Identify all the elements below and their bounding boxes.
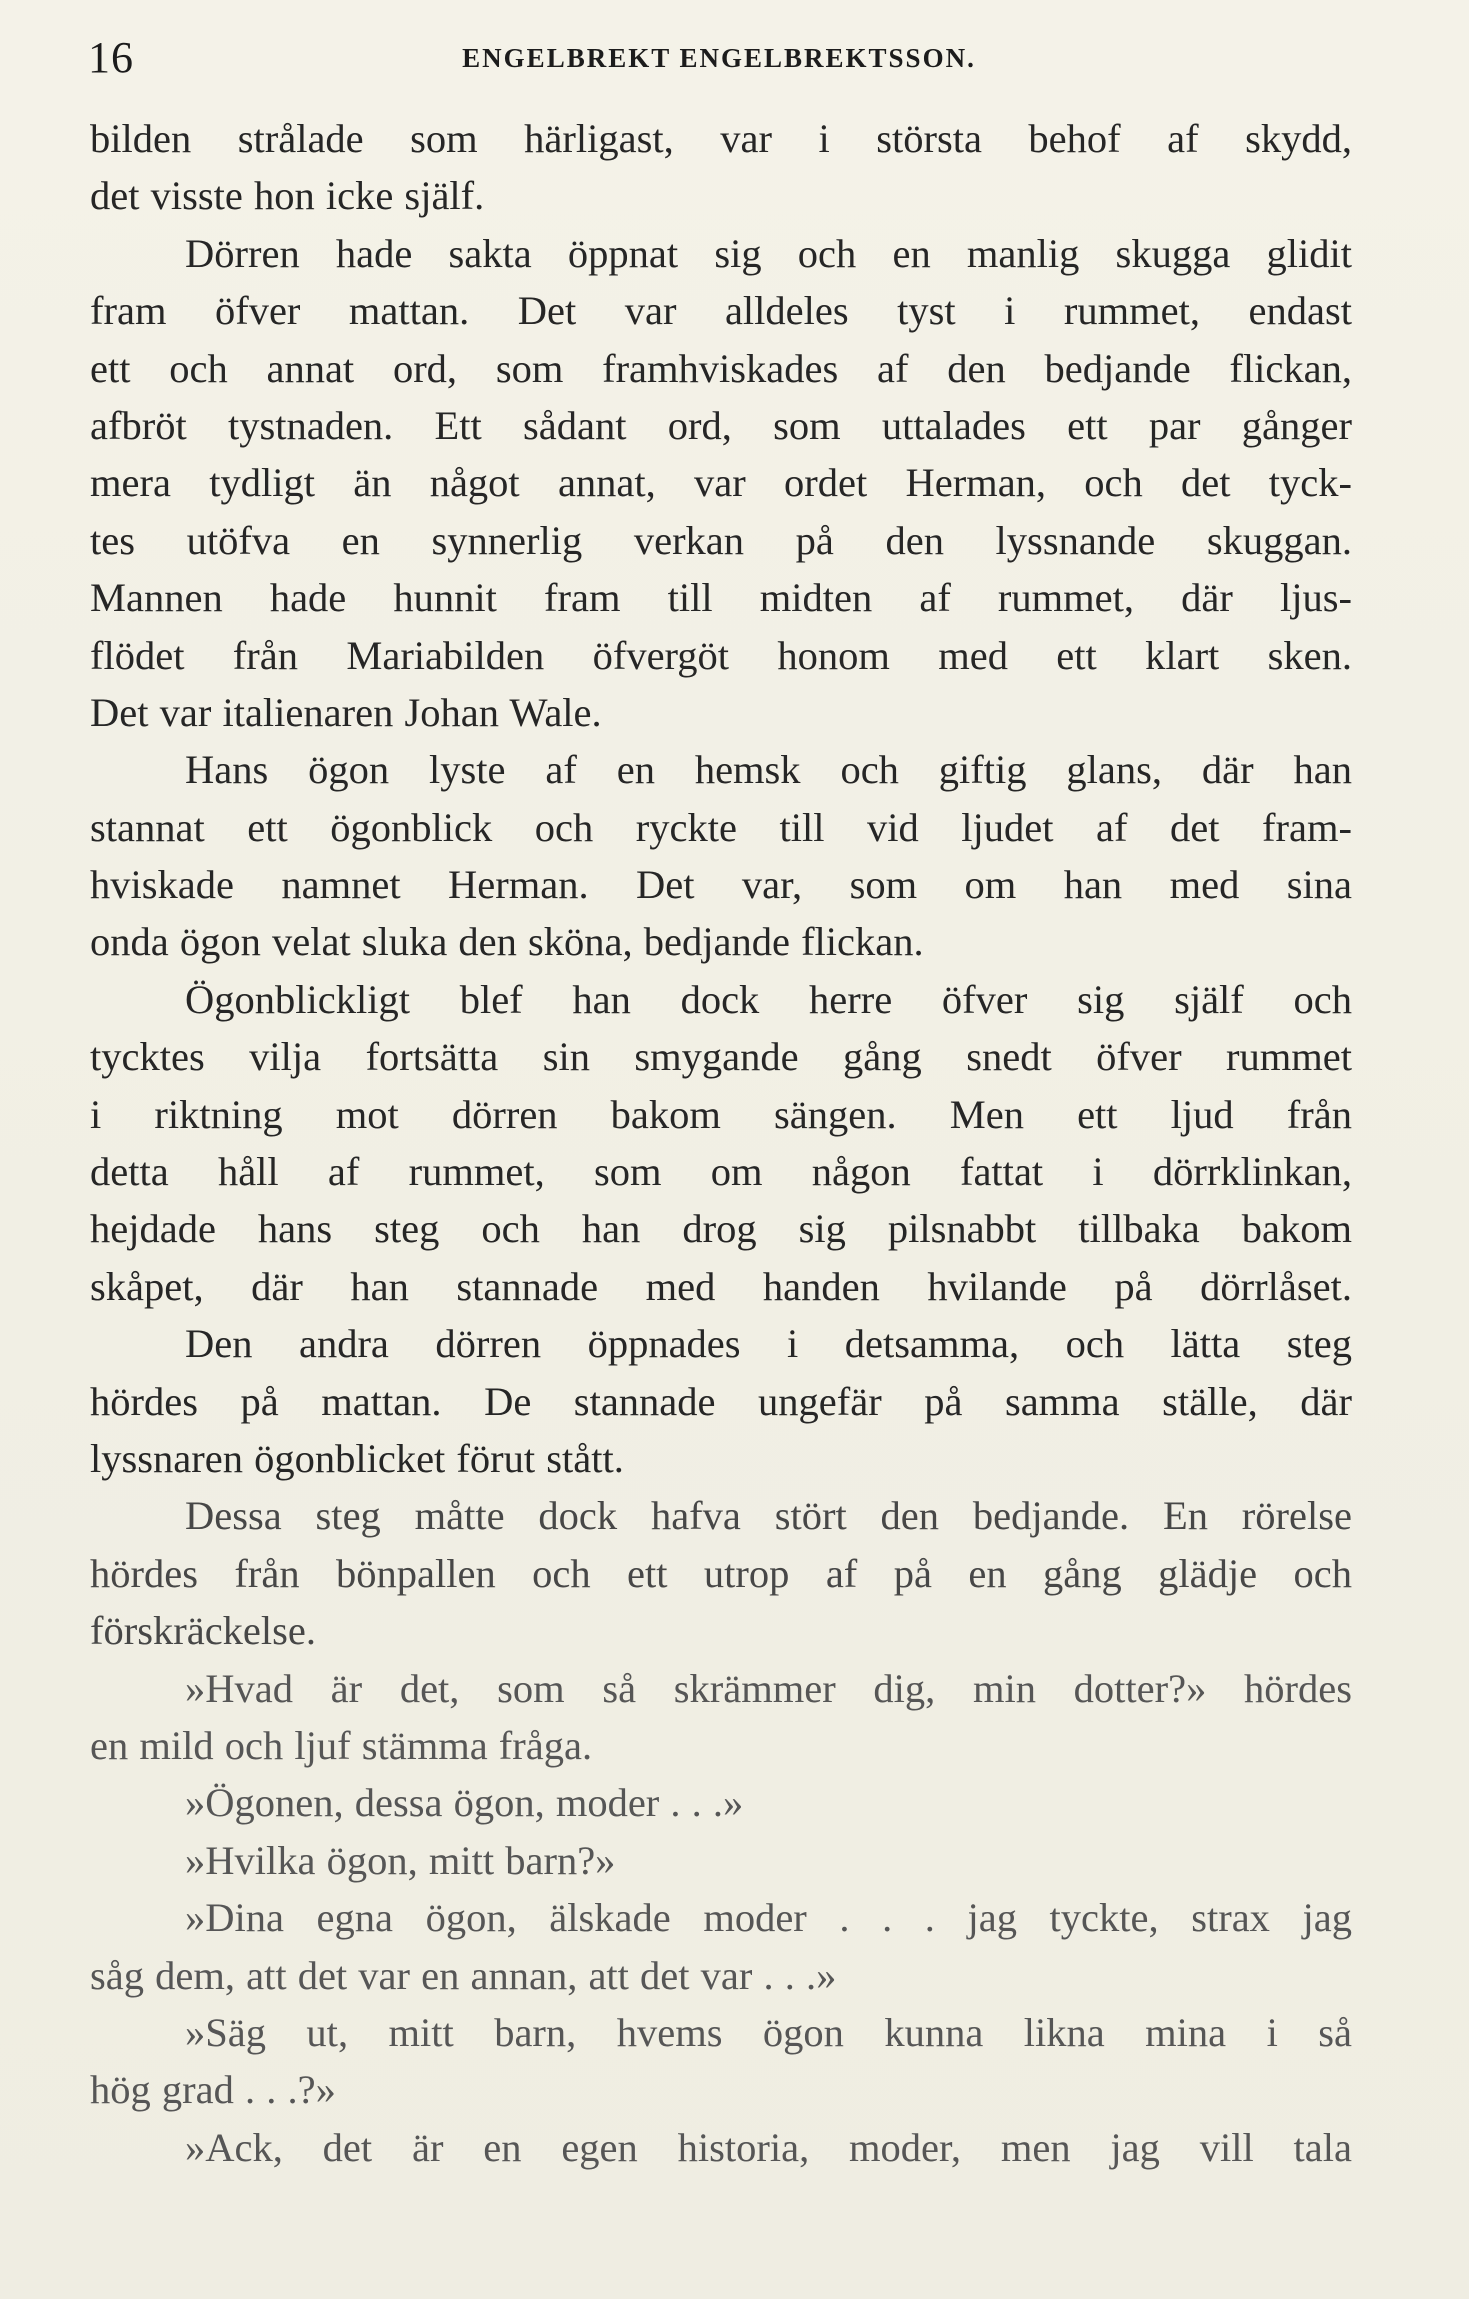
text-line: skåpet, där han stannade med handen hvilande på dörrlåset.	[90, 1263, 1352, 1309]
text-line: lyssnaren ögonblicket förut stått.	[90, 1435, 624, 1481]
text-line: bilden strålade som härligast, var i största behof af skydd,	[90, 116, 1352, 161]
page-number: 16	[88, 33, 134, 82]
text-line: Mannen hade hunnit fram till midten af rummet, där ljus-	[90, 575, 1352, 621]
running-head	[88, 28, 1350, 88]
text-line: en mild och ljuf stämma fråga.	[90, 1722, 593, 1768]
text-line: förskräckelse.	[90, 1608, 317, 1654]
text-line: »Ögonen, dessa ögon, moder . . .»	[185, 1780, 744, 1826]
text-line: mera tydligt än något annat, var ordet Herman, och det tyck-	[90, 460, 1352, 506]
text-line: stannat ett ögonblick och ryckte till vid ljudet af det fram-	[90, 804, 1352, 850]
text-line: hejdade hans steg och han drog sig pilsnabbt tillbaka bakom	[90, 1206, 1352, 1252]
text-line: »Säg ut, mitt barn, hvems ögon kunna likna mina i så	[185, 2009, 1352, 2055]
text-line: Ögonblickligt blef han dock herre öfver sig själf och	[185, 976, 1352, 1022]
text-line: i riktning mot dörren bakom sängen. Men ett ljud från	[90, 1091, 1352, 1137]
text-line: flödet från Mariabilden öfvergöt honom med ett klart sken.	[90, 632, 1352, 678]
book-title: ENGELBREKT ENGELBREKTSSON.	[462, 43, 976, 73]
text-line: Det var italienaren Johan Wale.	[90, 689, 602, 735]
text-line: Den andra dörren öppnades i detsamma, och lätta steg	[185, 1321, 1352, 1367]
text-line: Hans ögon lyste af en hemsk och giftig glans, där han	[185, 747, 1352, 793]
text-line: såg dem, att det var en annan, att det var . . .»	[90, 1952, 837, 1998]
text-line: »Hvad är det, som så skrämmer dig, min dotter?» hördes	[185, 1665, 1352, 1711]
text-line: hviskade namnet Herman. Det var, som om han med sina	[90, 862, 1352, 908]
body-text	[90, 110, 1352, 2176]
text-line: »Hvilka ögon, mitt barn?»	[185, 1837, 616, 1883]
text-line: Dessa steg måtte dock hafva stört den bedjande. En rörelse	[185, 1493, 1352, 1539]
text-line: Dörren hade sakta öppnat sig och en manlig skugga glidit	[185, 230, 1352, 276]
text-line: tycktes vilja fortsätta sin smygande gång snedt öfver rummet	[90, 1034, 1352, 1080]
text-line: hördes från bönpallen och ett utrop af på en gång glädje och	[90, 1550, 1352, 1596]
text-line: »Dina egna ögon, älskade moder . . . jag tyckte, strax jag	[185, 1895, 1352, 1941]
text-line: fram öfver mattan. Det var alldeles tyst i rummet, endast	[90, 288, 1352, 334]
text-line: ett och annat ord, som framhviskades af den bedjande flickan,	[90, 345, 1352, 391]
text-line: onda ögon velat sluka den sköna, bedjande flickan.	[90, 919, 924, 965]
text-line: det visste hon icke själf.	[90, 173, 485, 219]
text-line: afbröt tystnaden. Ett sådant ord, som uttalades ett par gånger	[90, 402, 1352, 448]
text-line: tes utöfva en synnerlig verkan på den lyssnande skuggan.	[90, 517, 1352, 563]
text-line: »Ack, det är en egen historia, moder, men jag vill tala	[185, 2124, 1352, 2170]
text-line: hördes på mattan. De stannade ungefär på samma ställe, där	[90, 1378, 1352, 1424]
text-line: detta håll af rummet, som om någon fattat i dörrklinkan,	[90, 1149, 1352, 1195]
text-line: hög grad . . .?»	[90, 2067, 336, 2113]
